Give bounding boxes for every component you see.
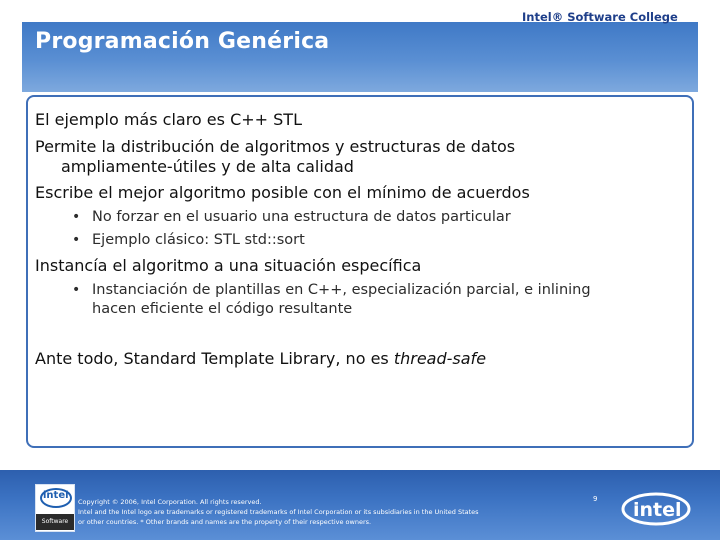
copyright-text <box>78 497 598 527</box>
badge-logo-text: intel <box>43 490 69 501</box>
slide-header <box>0 0 720 92</box>
bullet-item-2: Ejemplo clásico: STL std::sort <box>92 232 305 248</box>
bullet-dot: • <box>72 232 81 248</box>
badge-label: Software <box>36 514 74 530</box>
text-line-2a: Permite la distribución de algoritmos y estructuras de datos <box>35 137 516 156</box>
text-line-1: El ejemplo más claro es C++ STL <box>35 110 302 129</box>
text-line-5-main: Ante todo, Standard Template Library, no es <box>35 349 394 368</box>
text-line-5 <box>35 349 486 368</box>
intel-logo-icon <box>620 488 692 528</box>
bullet-dot: • <box>72 282 81 298</box>
slide-title: Programación Genérica <box>35 29 330 54</box>
bullet-dot: • <box>72 209 81 225</box>
text-line-5-emphasis: thread-safe <box>393 349 487 368</box>
text-line-2b: ampliamente-útiles y de alta calidad <box>61 157 354 176</box>
copyright-line-1: Copyright © 2006, Intel Corporation. All rights reserved. <box>78 498 262 506</box>
copyright-line-3: or other countries. * Other brands and names are the property of their respective owners. <box>78 518 372 526</box>
copyright-line-2: Intel and the Intel logo are trademarks or registered trademarks of Intel Corporation or its subsidiaries in the United States <box>78 508 479 516</box>
header-strip <box>0 22 22 92</box>
bullet-item-3a: Instanciación de plantillas en C++, especialización parcial, e inlining <box>92 282 591 298</box>
bullet-item-3b: hacen eficiente el código resultante <box>92 301 353 317</box>
page-number: 9 <box>593 495 598 503</box>
college-label: Intel® Software College <box>522 10 678 24</box>
bullet-item-1: No forzar en el usuario una estructura de datos particular <box>92 209 511 225</box>
text-line-4: Instancía el algoritmo a una situación específica <box>35 256 422 275</box>
intel-logo-text: intel <box>633 499 682 521</box>
intel-software-badge <box>35 484 75 532</box>
text-line-3: Escribe el mejor algoritmo posible con el mínimo de acuerdos <box>35 183 530 202</box>
